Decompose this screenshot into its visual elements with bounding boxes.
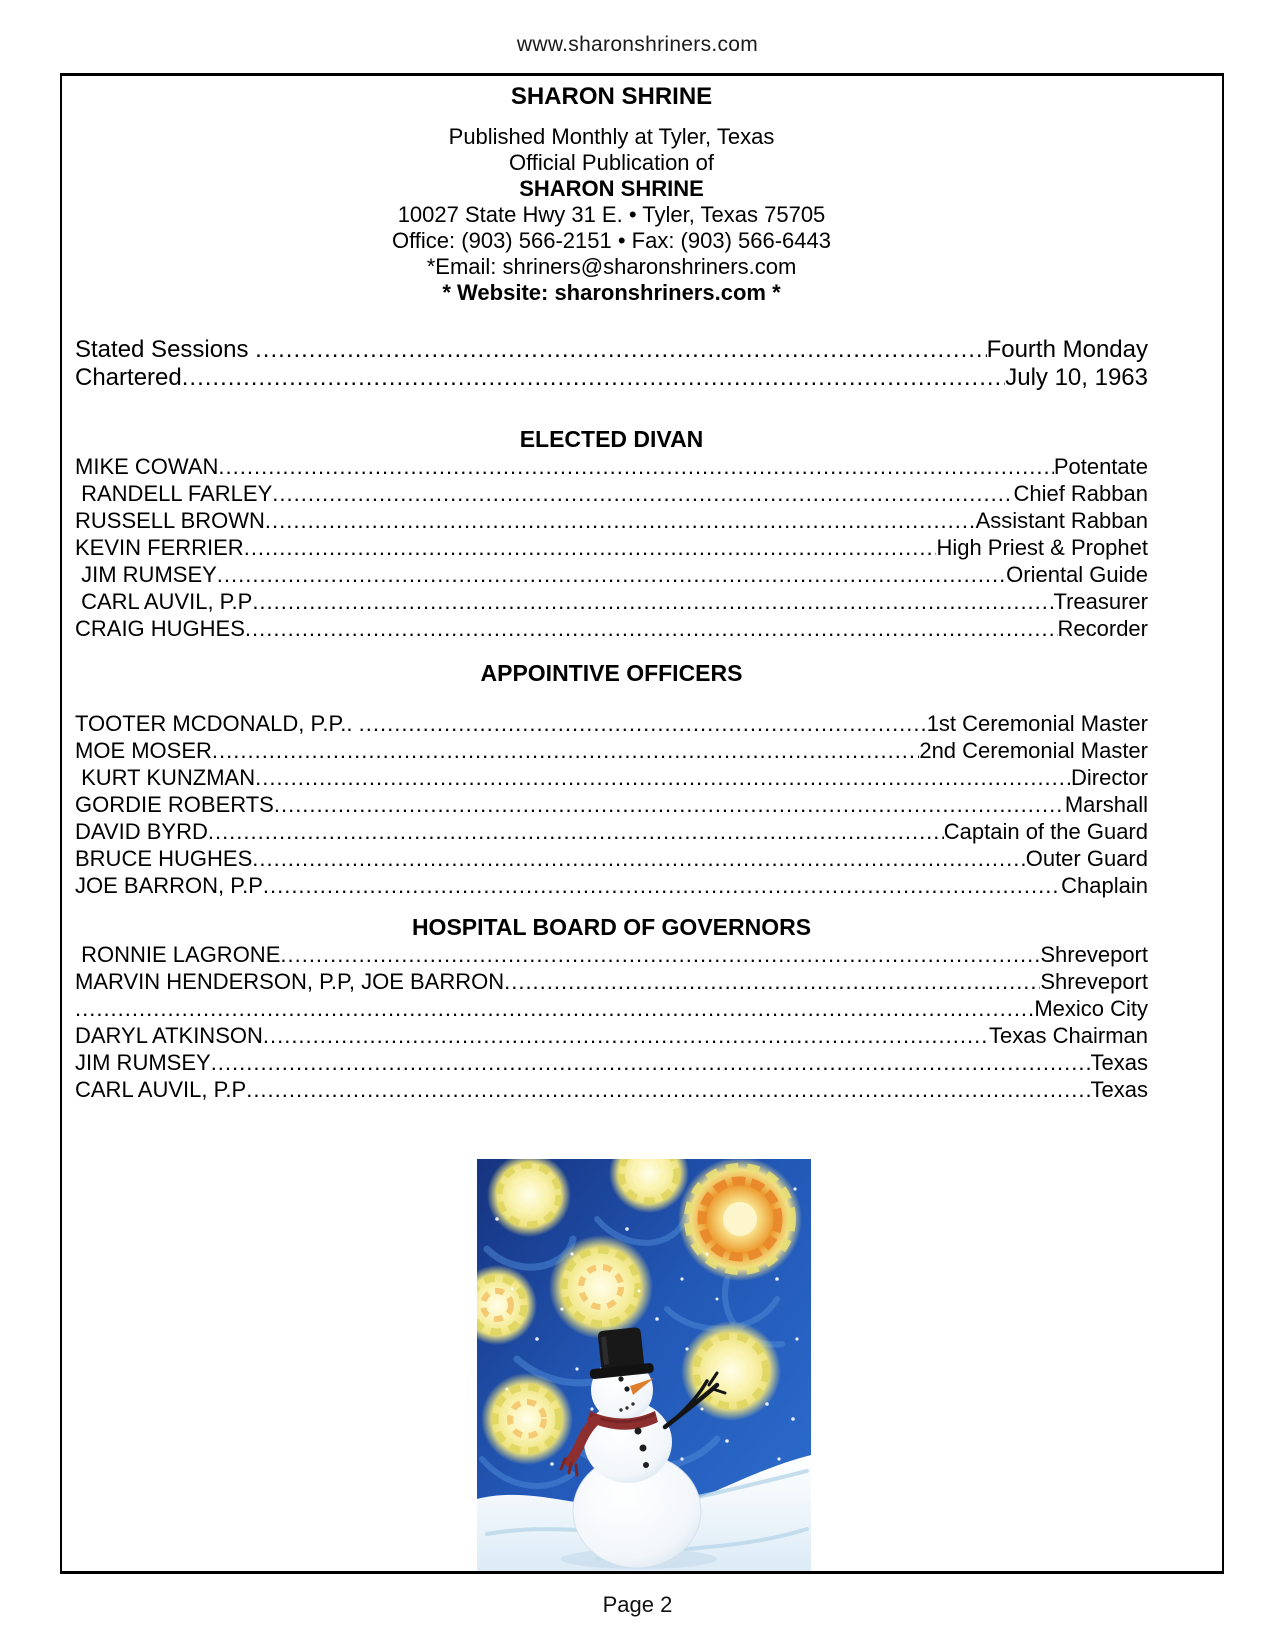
roster-row bbox=[75, 507, 1148, 534]
roster-row bbox=[75, 534, 1148, 561]
dot-leader bbox=[359, 710, 927, 737]
member-title: Treasurer bbox=[1053, 589, 1148, 614]
member-name: JIM RUMSEY bbox=[75, 562, 217, 587]
roster-row bbox=[75, 1049, 1148, 1076]
member-name: JIM RUMSEY bbox=[75, 1050, 211, 1075]
dot-leader bbox=[265, 507, 976, 534]
member-name: DAVID BYRD bbox=[75, 819, 208, 844]
member-title: Captain of the Guard bbox=[943, 819, 1148, 844]
dot-leader bbox=[274, 791, 1065, 818]
page-border-frame bbox=[60, 73, 1224, 1574]
roster-list bbox=[75, 941, 1148, 1103]
dot-leader bbox=[212, 737, 919, 764]
member-name: BRUCE HUGHES bbox=[75, 846, 253, 871]
member-title: Oriental Guide bbox=[1006, 562, 1148, 587]
member-title: Fourth Monday bbox=[986, 336, 1148, 363]
member-name: TOOTER MCDONALD, P.P.. bbox=[75, 711, 359, 736]
roster-row bbox=[75, 710, 1148, 737]
dot-leader bbox=[246, 1076, 1090, 1103]
member-title: Marshall bbox=[1064, 792, 1148, 817]
section-hospital-board bbox=[75, 914, 1148, 1103]
roster-row bbox=[75, 791, 1148, 818]
painting-canvas bbox=[477, 1159, 811, 1571]
dot-leader bbox=[218, 453, 1053, 480]
member-name: MARVIN HENDERSON, P.P, JOE BARRON bbox=[75, 969, 505, 994]
member-name: CARL AUVIL, P.P bbox=[75, 589, 253, 614]
page-content bbox=[62, 76, 1222, 1103]
section-appointive-officers bbox=[75, 660, 1148, 899]
dot-leader bbox=[263, 872, 1061, 899]
roster-row bbox=[75, 364, 1148, 392]
roster-row bbox=[75, 588, 1148, 615]
member-title: Mexico City bbox=[1034, 996, 1148, 1021]
roster-row bbox=[75, 872, 1148, 899]
member-name: RANDELL FARLEY bbox=[75, 481, 273, 506]
dot-leader bbox=[245, 615, 1058, 642]
dot-leader bbox=[252, 588, 1053, 615]
masthead-line: SHARON SHRINE bbox=[519, 176, 704, 201]
member-title: Assistant Rabban bbox=[975, 508, 1148, 533]
member-title: High Priest & Prophet bbox=[936, 535, 1148, 560]
member-name: MOE MOSER bbox=[75, 738, 212, 763]
roster-row bbox=[75, 941, 1148, 968]
roster-list bbox=[75, 453, 1148, 642]
roster-row bbox=[75, 561, 1148, 588]
masthead bbox=[75, 82, 1148, 306]
dot-leader bbox=[272, 480, 1013, 507]
dot-leader bbox=[211, 1049, 1091, 1076]
dot-leader bbox=[255, 336, 986, 364]
member-name: JOE BARRON, P.P bbox=[75, 873, 263, 898]
orange-sun-swirl bbox=[678, 1159, 802, 1281]
dot-leader bbox=[75, 995, 1034, 1022]
dot-leader bbox=[208, 818, 944, 845]
member-title: Chief Rabban bbox=[1013, 481, 1148, 506]
member-name: Stated Sessions bbox=[75, 336, 256, 363]
masthead-title: SHARON SHRINE bbox=[510, 83, 713, 110]
member-title: Shreveport bbox=[1040, 942, 1148, 967]
member-title: Director bbox=[1070, 765, 1148, 790]
member-title: Texas Chairman bbox=[989, 1023, 1148, 1048]
page-number: Page 2 bbox=[602, 1592, 673, 1617]
roster-row bbox=[75, 336, 1148, 364]
dot-leader bbox=[280, 941, 1040, 968]
section-heading: ELECTED DIVAN bbox=[519, 426, 704, 452]
member-title: Recorder bbox=[1057, 616, 1148, 641]
section-elected-divan bbox=[75, 426, 1148, 642]
roster-row bbox=[75, 1076, 1148, 1103]
member-title: Texas bbox=[1090, 1077, 1148, 1102]
masthead-website: * Website: sharonshriners.com * bbox=[442, 280, 781, 305]
dot-leader bbox=[504, 968, 1040, 995]
roster-row bbox=[75, 764, 1148, 791]
member-title: Chaplain bbox=[1061, 873, 1148, 898]
masthead-line: Published Monthly at Tyler, Texas bbox=[448, 124, 775, 149]
member-name: RONNIE LAGRONE bbox=[75, 942, 281, 967]
section-heading: HOSPITAL BOARD OF GOVERNORS bbox=[411, 914, 812, 940]
member-title: 1st Ceremonial Master bbox=[926, 711, 1148, 736]
member-name: KURT KUNZMAN bbox=[75, 765, 256, 790]
dot-leader bbox=[244, 534, 937, 561]
roster-row bbox=[75, 1022, 1148, 1049]
dot-leader bbox=[252, 845, 1025, 872]
member-title: 2nd Ceremonial Master bbox=[919, 738, 1148, 763]
roster-row bbox=[75, 845, 1148, 872]
member-name: Chartered bbox=[75, 364, 182, 391]
masthead-phone: Office: (903) 566-2151 • Fax: (903) 566-6443 bbox=[391, 228, 831, 253]
roster-row bbox=[75, 453, 1148, 480]
roster-row bbox=[75, 615, 1148, 642]
roster-list bbox=[75, 710, 1148, 899]
dot-leader bbox=[263, 1022, 989, 1049]
roster-row bbox=[75, 480, 1148, 507]
member-name: GORDIE ROBERTS bbox=[75, 792, 274, 817]
member-name: MIKE COWAN bbox=[75, 454, 219, 479]
info-rows bbox=[75, 336, 1148, 392]
masthead-line: Official Publication of bbox=[508, 150, 715, 175]
dot-leader bbox=[182, 364, 1005, 392]
member-name: RUSSELL BROWN bbox=[75, 508, 265, 533]
member-title: Potentate bbox=[1053, 454, 1148, 479]
site-url: www.sharonshriners.com bbox=[516, 33, 759, 56]
starry-night-snowman-painting bbox=[477, 1159, 811, 1571]
roster-row bbox=[75, 737, 1148, 764]
dot-leader bbox=[217, 561, 1006, 588]
dot-leader bbox=[255, 764, 1071, 791]
roster-row bbox=[75, 818, 1148, 845]
member-name: CRAIG HUGHES bbox=[75, 616, 245, 641]
roster-row bbox=[75, 995, 1148, 1022]
masthead-email: *Email: shriners@sharonshriners.com bbox=[426, 254, 797, 279]
member-name: KEVIN FERRIER bbox=[75, 535, 244, 560]
member-name: DARYL ATKINSON bbox=[75, 1023, 263, 1048]
roster-row bbox=[75, 968, 1148, 995]
member-title: Texas bbox=[1090, 1050, 1148, 1075]
member-title: July 10, 1963 bbox=[1005, 364, 1148, 391]
member-name: CARL AUVIL, P.P bbox=[75, 1077, 247, 1102]
masthead-address: 10027 State Hwy 31 E. • Tyler, Texas 75705 bbox=[397, 202, 826, 227]
section-heading: APPOINTIVE OFFICERS bbox=[480, 660, 743, 686]
member-title: Shreveport bbox=[1040, 969, 1148, 994]
member-title: Outer Guard bbox=[1025, 846, 1148, 871]
